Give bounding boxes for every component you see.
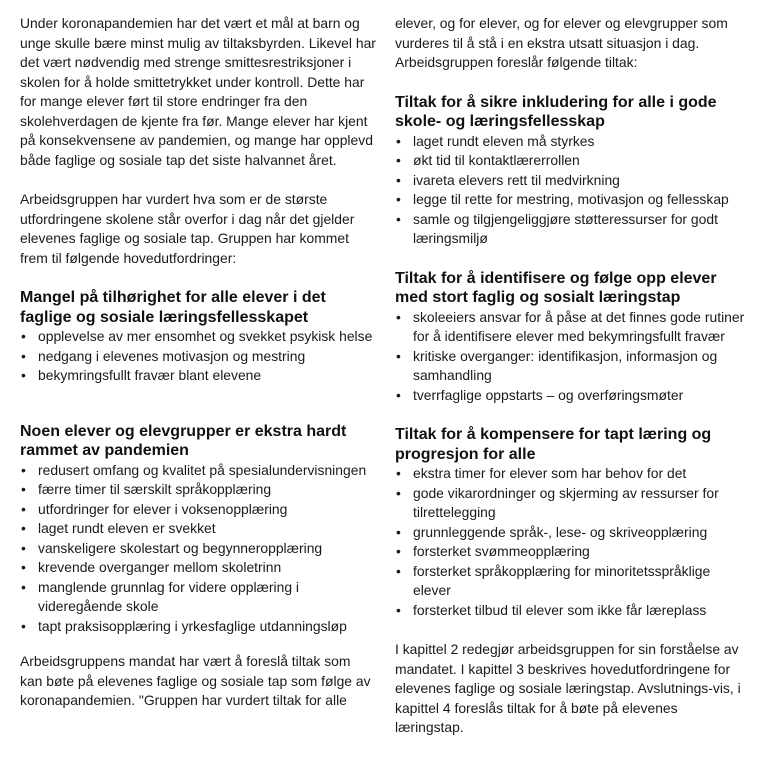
section-heading-inclusion: Tiltak for å sikre inkludering for alle i gode skole- og læringsfellesskap (395, 93, 717, 130)
bullet-icon: • (396, 191, 401, 207)
section-heading-vulnerable-groups: Noen elever og elevgrupper er ekstra hardt rammet av pandemien (20, 422, 347, 459)
vulnerable-groups-list (20, 461, 376, 637)
list-item: • laget rundt eleven må styrkes (395, 132, 749, 152)
bullet-icon: • (21, 500, 26, 517)
bullet-icon: • (21, 617, 26, 634)
bullet-icon: • (21, 559, 26, 575)
bullet-icon: • (396, 308, 401, 325)
list-item: • færre timer til særskilt språkopplæring (20, 480, 376, 500)
bullet-icon: • (396, 171, 401, 188)
bullet-icon: • (396, 347, 401, 364)
bullet-icon: • (21, 481, 26, 497)
continuation-paragraph: elever, og for elever, og for elever og elevgrupper som vurderes til å stå i en ekstra utsatt situasjon i dag. Arbeidsgruppen foreslår følgende tiltak: (395, 15, 728, 70)
list-item: • opplevelse av mer ensomhet og svekket psykisk helse (20, 327, 376, 347)
intro-paragraph-2: Arbeidsgruppen har vurdert hva som er de største utfordringene skolene står overfor i dag når det gjelder elevenes faglige og sosiale tap. Gruppen har kommet frem til følgende hovedutfordringer: (20, 191, 355, 266)
bullet-icon: • (21, 328, 26, 344)
bullet-icon: • (396, 601, 401, 618)
list-item: • økt tid til kontaktlærerrollen (395, 151, 749, 171)
belonging-list (20, 327, 376, 386)
list-item: • forsterket tilbud til elever som ikke får læreplass (395, 601, 749, 621)
list-item: • samle og tilgjengeliggjøre støtteressurser for godt læringsmiljø (396, 210, 718, 246)
closing-paragraph-right: I kapittel 2 redegjør arbeidsgruppen for sin forståelse av mandatet. I kapittel 3 beskrives hovedutfordringene for elevenes faglige og sosiale læringstap. Avslutnings-vis, i kapittel 4 foreslås tiltak for å bøte på elevenes læringstap. (395, 641, 741, 735)
list-item: • ivareta elevers rett til medvirkning (395, 171, 749, 191)
bullet-icon: • (21, 461, 26, 478)
list-item: • legge til rette for mestring, motivasjon og fellesskap (395, 190, 749, 210)
bullet-icon: • (396, 465, 401, 481)
compensate-list (395, 464, 749, 620)
bullet-icon: • (396, 210, 401, 227)
list-item: • tapt praksisopplæring i yrkesfaglige utdanningsløp (20, 617, 376, 637)
left-column (20, 14, 376, 711)
bullet-icon: • (396, 523, 401, 540)
list-item: • redusert omfang og kvalitet på spesialundervisningen (20, 461, 376, 481)
list-item: • bekymringsfullt fravær blant elevene (20, 366, 376, 386)
list-item: • gode vikarordninger og skjerming av ressurser for tilrettelegging (396, 484, 719, 520)
list-item: • forsterket svømmeopplæring (395, 542, 749, 562)
bullet-icon: • (21, 520, 26, 536)
list-item: • kritiske overganger: identifikasjon, informasjon og samhandling (396, 347, 718, 383)
bullet-icon: • (21, 367, 26, 383)
bullet-icon: • (396, 484, 401, 501)
section-heading-identify: Tiltak for å identifisere og følge opp elever med stort faglig og sosialt læringstap (395, 269, 717, 306)
intro-paragraph-1: Under koronapandemien har det vært et mål at barn og unge skulle bære minst mulig av tiltaksbyrden. Likevel har det vært nødvendig med strenge smittesrestriksjoner i skolen for å holde smittetrykket under kontroll. Dette har for mange elever ført til store endringer fra den skolehverdagen de kjente fra før. Mange elever har kjent på konsekvensene av pandemien, og mange har opplevd både faglige og sosiale tap det siste halvannet året. (20, 15, 376, 168)
section-heading-belonging: Mangel på tilhørighet for alle elever i det faglige og sosiale læringsfellesskapet (20, 289, 326, 326)
bullet-icon: • (21, 578, 26, 595)
list-item: • krevende overganger mellom skoletrinn (20, 558, 376, 578)
list-item: • ekstra timer for elever som har behov for det (395, 464, 749, 484)
list-item: • laget rundt eleven er svekket (20, 519, 376, 539)
identify-list (395, 308, 749, 406)
bullet-icon: • (396, 152, 401, 168)
bullet-icon: • (396, 386, 401, 403)
bullet-icon: • (396, 543, 401, 559)
list-item: • forsterket språkopplæring for minoritetsspråklige elever (396, 562, 711, 598)
bullet-icon: • (396, 132, 401, 149)
list-item: • grunnleggende språk-, lese- og skriveopplæring (395, 523, 749, 543)
inclusion-list (395, 132, 749, 249)
closing-paragraph-left: Arbeidsgruppens mandat har vært å foreslå tiltak som kan bøte på elevenes faglige og sosiale tap som følge av koronapandemien. "Gruppen har vurdert tiltak for alle (20, 653, 371, 708)
bullet-icon: • (21, 539, 26, 556)
list-item: • skoleeiers ansvar for å påse at det finnes gode rutiner for å identifisere elever med bekymringsfullt fravær (396, 308, 745, 344)
list-item: • nedgang i elevenes motivasjon og mestring (20, 347, 376, 367)
list-item: • utfordringer for elever i voksenopplæring (20, 500, 376, 520)
bullet-icon: • (21, 347, 26, 364)
bullet-icon: • (396, 562, 401, 579)
section-heading-compensate: Tiltak for å kompensere for tapt læring og progresjon for alle (395, 426, 712, 463)
right-column (395, 14, 749, 738)
list-item: • manglende grunnlag for videre opplæring i videregående skole (21, 578, 299, 614)
list-item: • tverrfaglige oppstarts – og overføringsmøter (395, 386, 749, 406)
list-item: • vanskeligere skolestart og begynneropplæring (20, 539, 376, 559)
